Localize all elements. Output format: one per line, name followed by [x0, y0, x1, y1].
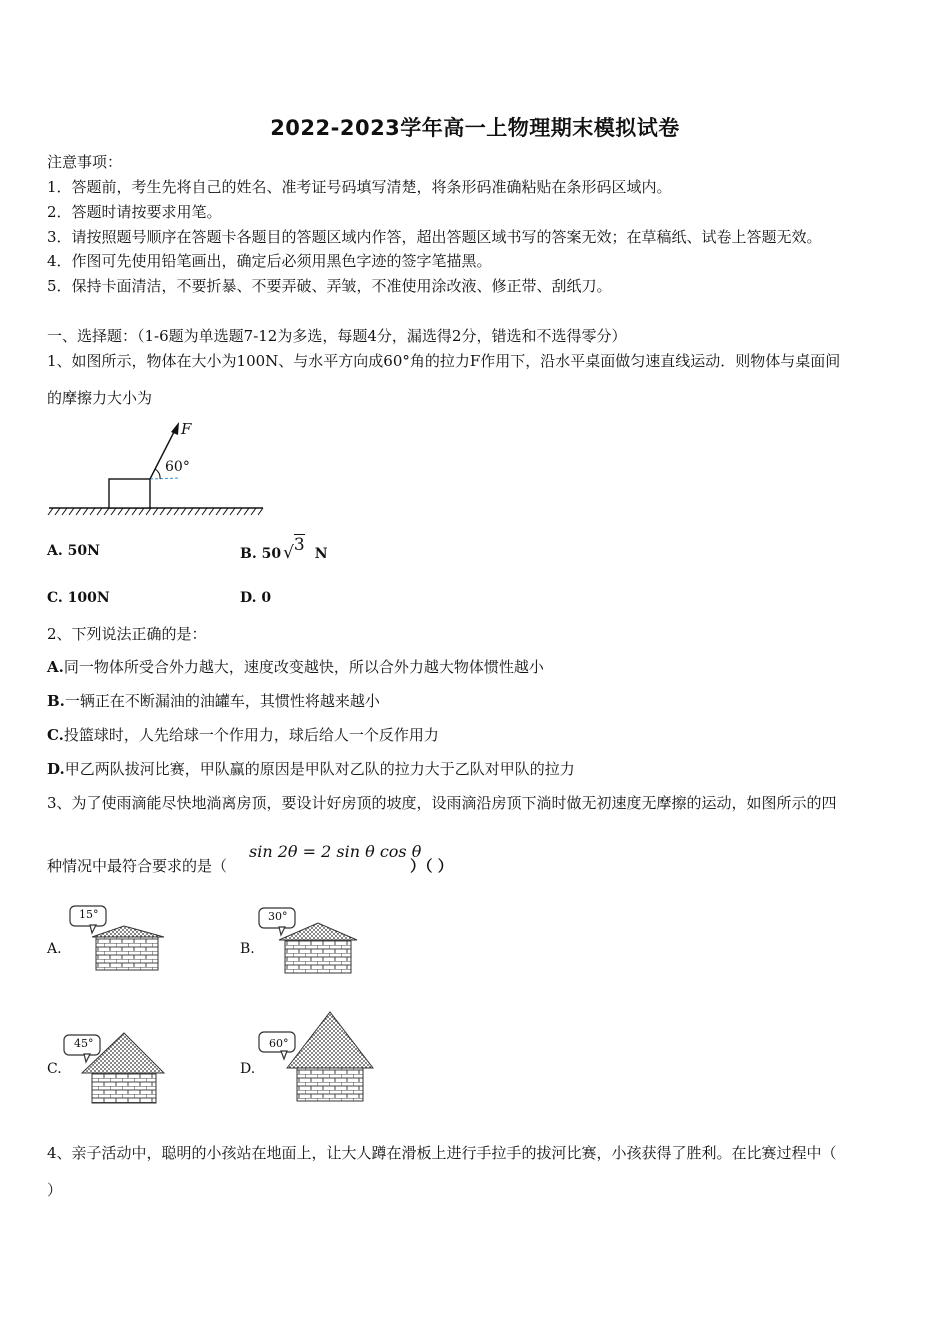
q1-option-b-root: 3	[293, 535, 305, 555]
q3-stem-line1: 3、为了使雨滴能尽快地淌离房顶，要设计好房顶的坡度，设雨滴沿房顶下淌时做无初速度无摩擦的运动，如图所示的四	[47, 794, 837, 812]
q3-label-d: D.	[240, 1061, 256, 1077]
q3-stem-line2-suffix: ）（ ）	[410, 857, 453, 875]
q1-option-b-unit: N	[314, 546, 328, 562]
q1-angle-label: 60°	[165, 459, 190, 475]
q2-option-d-letter: D.	[47, 760, 65, 778]
q2-option-a-letter: A.	[47, 658, 64, 676]
q4-stem-line1: 4、亲子活动中，聪明的小孩站在地面上，让大人蹲在滑板上进行手拉手的拔河比赛，小孩获得了胜利。在比赛过程中（	[47, 1144, 837, 1162]
q1-option-b-prefix: B. 50	[240, 546, 282, 562]
notice-heading: 注意事项：	[47, 153, 123, 171]
q1-stem-line1: 1、如图所示，物体在大小为100N、与水平方向成60°角的拉力F作用下，沿水平桌面做匀速直线运动．则物体与桌面间	[47, 352, 841, 370]
q1-option-c[interactable]: C. 100N	[47, 590, 110, 606]
q3-formula: sin 2θ = 2 sin θ cos θ	[249, 842, 422, 861]
section-heading: 一、选择题：（1-6题为单选题7-12为多选，每题4分，漏选得2分，错选和不选得零分）	[47, 327, 627, 345]
q2-option-a[interactable]	[47, 657, 544, 677]
q3-stem-line2-prefix: 种情况中最符合要求的是（	[47, 857, 228, 875]
q2-option-d[interactable]	[47, 759, 575, 779]
notice-item-2: 2．答题时请按要求用笔。	[47, 203, 222, 221]
house-d[interactable]	[257, 1010, 377, 1108]
q2-option-a-text: 同一物体所受合外力越大，速度改变越快，所以合外力越大物体惯性越小	[63, 658, 544, 676]
q3-label-a: A.	[47, 941, 62, 957]
q2-option-b-text: 一辆正在不断漏油的油罐车，其惯性将越来越小	[64, 692, 380, 710]
house-c-angle: 45°	[74, 1037, 94, 1050]
q1-option-b[interactable]	[240, 535, 328, 563]
notice-item-5: 5．保持卡面清洁，不要折暴、不要弄破、弄皱，不准使用涂改液、修正带、刮纸刀。	[47, 277, 612, 295]
q3-label-b: B.	[240, 941, 255, 957]
house-d-angle: 60°	[269, 1037, 289, 1050]
q1-option-d[interactable]: D. 0	[240, 590, 272, 606]
q2-option-c-letter: C.	[47, 726, 64, 744]
q2-option-c-text: 投篮球时，人先给球一个作用力，球后给人一个反作用力	[63, 726, 439, 744]
q1-force-label: F	[181, 420, 192, 438]
house-b-angle: 30°	[268, 910, 288, 923]
q2-stem: 2、下列说法正确的是：	[47, 625, 207, 643]
q1-option-a[interactable]: A. 50N	[47, 543, 100, 559]
q2-option-d-text: 甲乙两队拔河比赛，甲队赢的原因是甲队对乙队的拉力大于乙队对甲队的拉力	[64, 760, 575, 778]
q2-option-c[interactable]	[47, 725, 439, 745]
q1-force-diagram	[45, 418, 270, 518]
sqrt-symbol: √	[283, 543, 294, 563]
q4-stem-line2: ）	[47, 1181, 63, 1199]
notice-item-1: 1．答题前，考生先将自己的姓名、准考证号码填写清楚，将条形码准确粘贴在条形码区域内。	[47, 178, 672, 196]
q1-stem-line2: 的摩擦力大小为	[47, 389, 153, 407]
q2-option-b-letter: B.	[47, 692, 65, 710]
q2-option-b[interactable]	[47, 691, 380, 711]
house-a-angle: 15°	[79, 908, 99, 921]
page-title: 2022-2023学年高一上物理期末模拟试卷	[270, 116, 680, 140]
notice-item-4: 4．作图可先使用铅笔画出，确定后必须用黑色字迹的签字笔描黑。	[47, 252, 492, 270]
q3-label-c: C.	[47, 1061, 62, 1077]
notice-item-3: 3．请按照题号顺序在答题卡各题目的答题区域内作答，超出答题区域书写的答案无效；在草稿纸、试卷上答题无效。	[47, 228, 822, 246]
